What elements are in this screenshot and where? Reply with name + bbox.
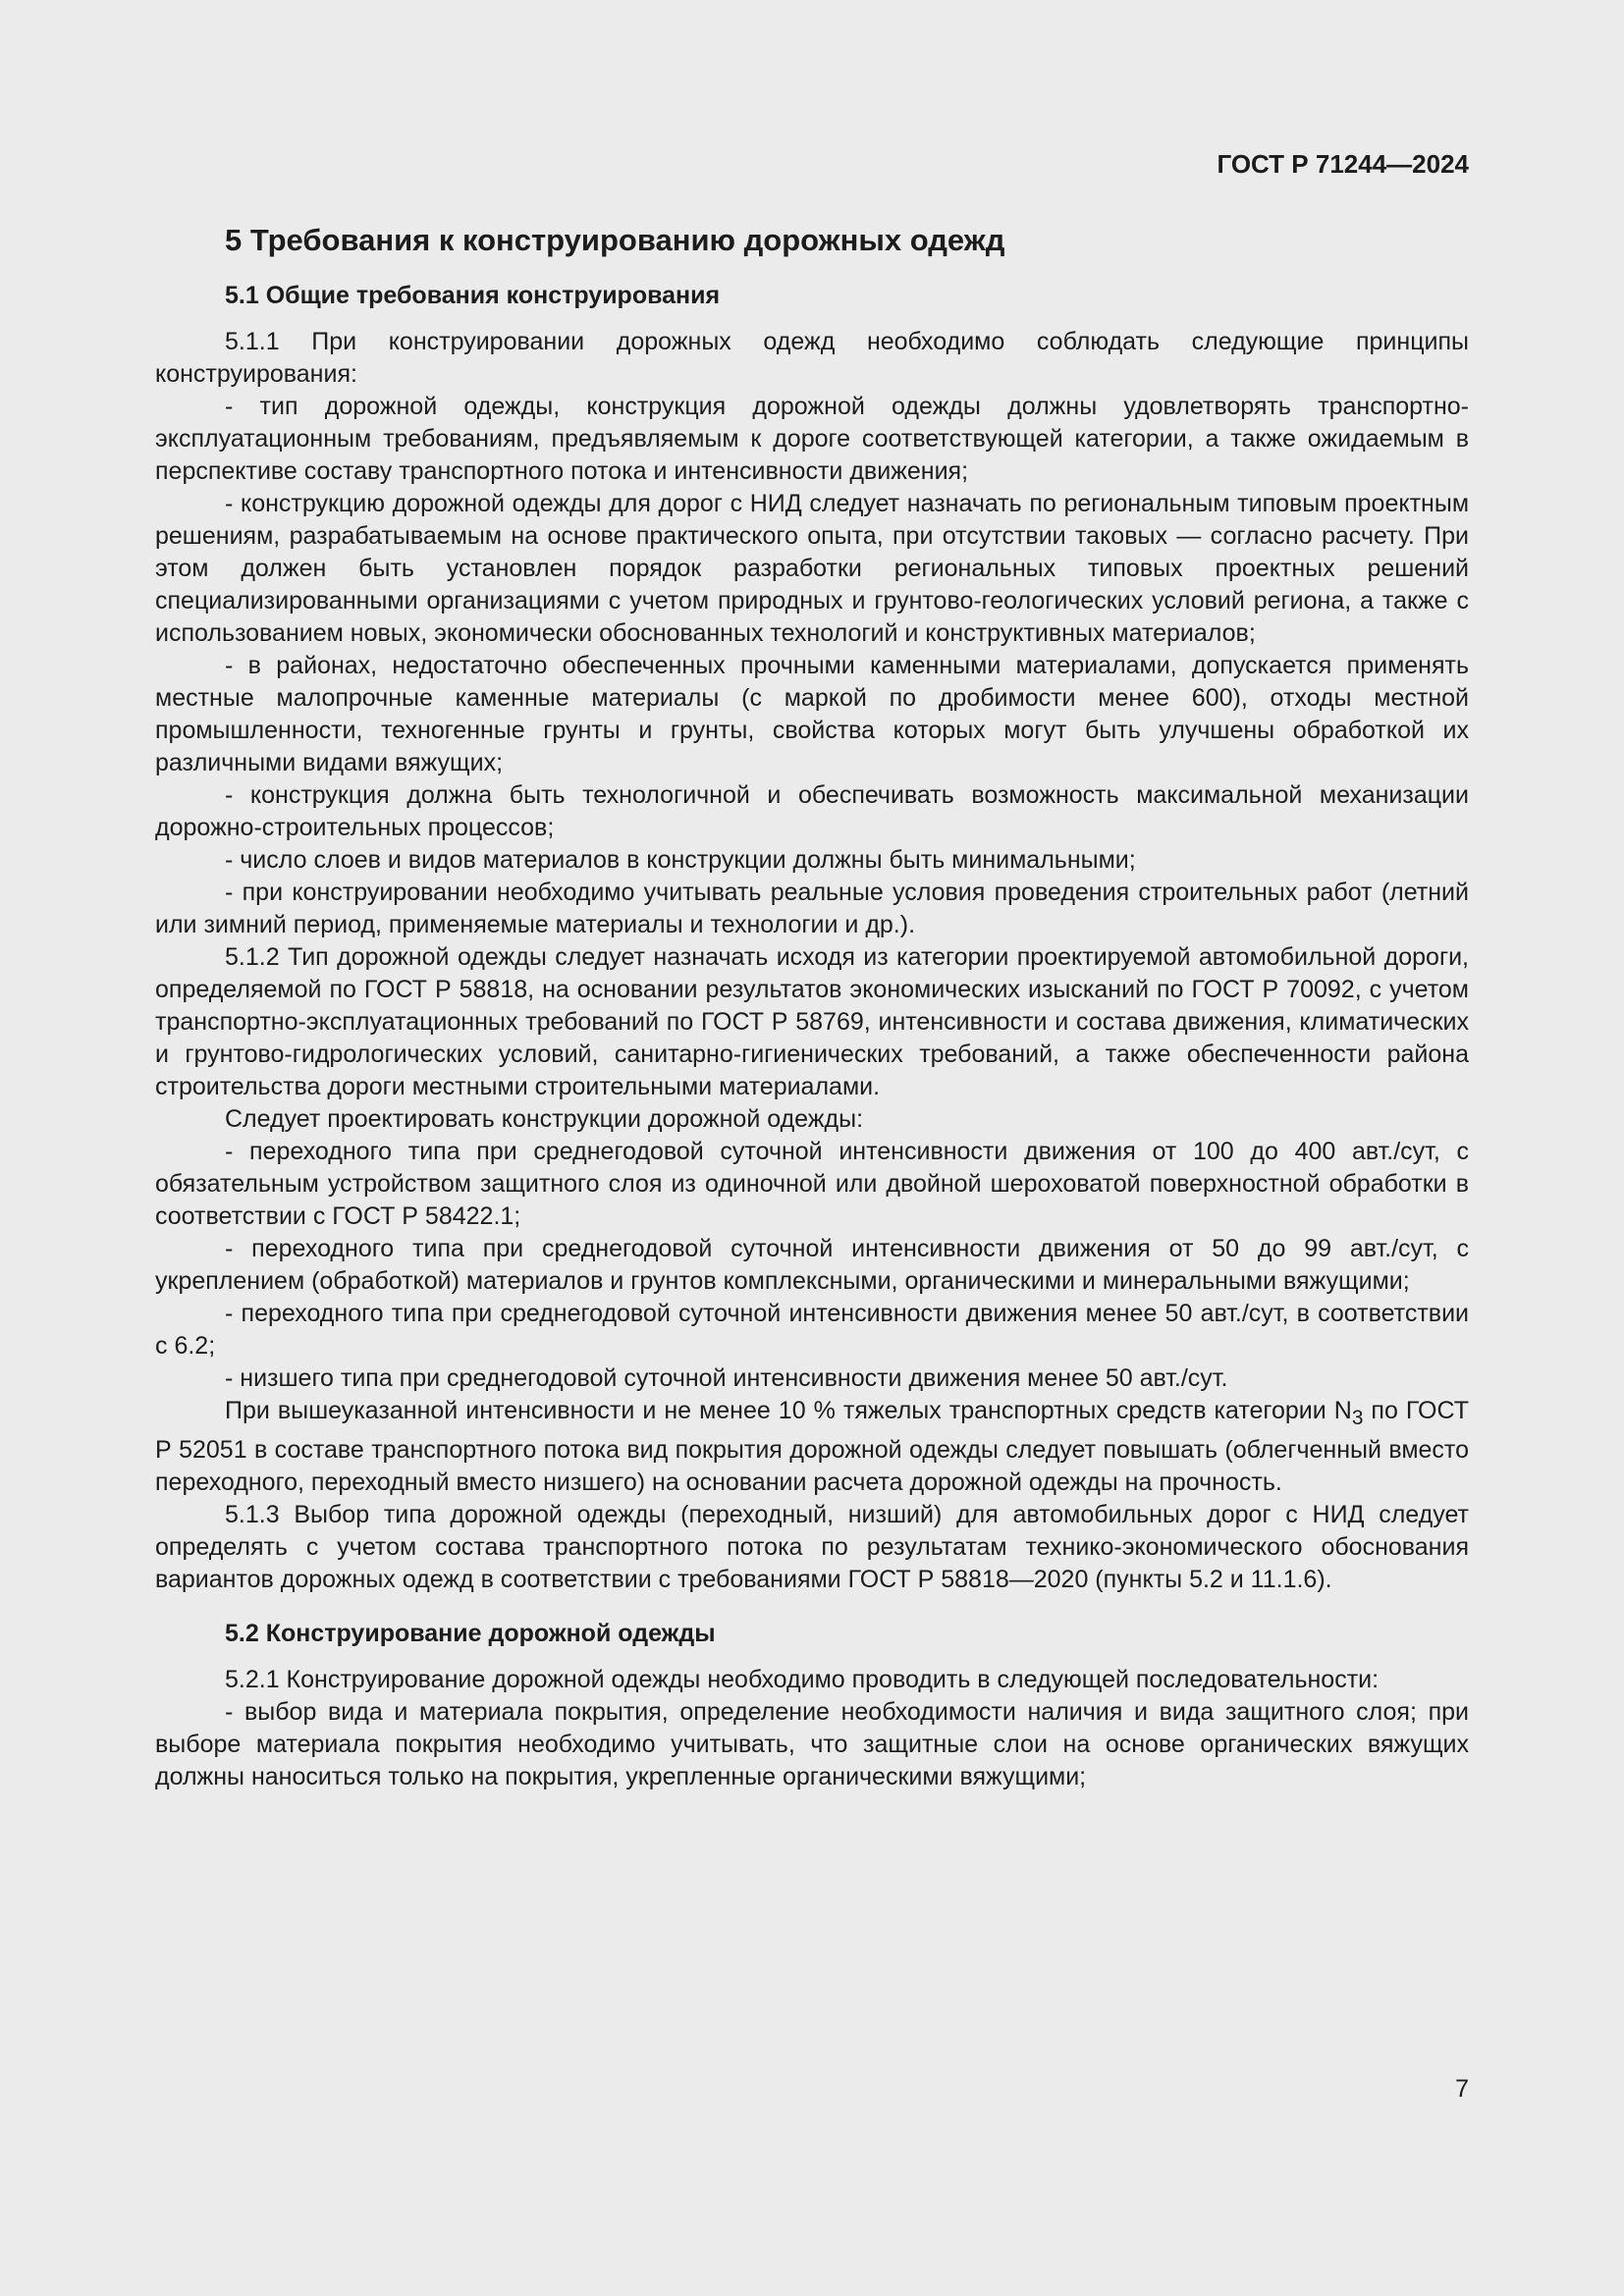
list-item: - при конструировании необходимо учитывать реальные условия проведения строительных работ (летний или зимний период, применяемые материалы и технологии и др.). [155, 879, 1469, 938]
list-item: - в районах, недостаточно обеспеченных прочными каменными материалами, допускается применять местные малопрочные каменные материалы (с маркой по дробимости менее 600), отходы местной промышленности, техногенные грунты и грунты, свойства которых могут быть улучшены обработкой их различными видами вяжущих; [155, 652, 1469, 776]
paragraph-5-1-2: 5.1.2 Тип дорожной одежды следует назначать исходя из категории проектируемой автомобильной дороги, определяемой по ГОСТ Р 58818, на основании результатов экономических изысканий по ГОСТ Р 70092, с учетом транспортно-эксплуатационных требований по ГОСТ Р 58769, интенсивности и состава движения, климатических и грунтово-гидрологических условий, санитарно-гигиенических требований, а также обеспеченности района строительства дороги местными строительными материалами. [155, 943, 1469, 1100]
list-item: - переходного типа при среднегодовой суточной интенсивности движения менее 50 авт./сут, в соответствии с 6.2; [155, 1300, 1469, 1360]
heavy-text-after: по ГОСТ Р 52051 в составе транспортного потока вид покрытия дорожной одежды следует повышать (облегченный вместо переходного, переходный вместо низшего) на основании расчета дорожной одежды на прочность. [155, 1397, 1469, 1496]
list-item: - низшего типа при среднегодовой суточной интенсивности движения менее 50 авт./сут. [225, 1364, 1228, 1392]
list-item: - число слоев и видов материалов в конструкции должны быть минимальными; [225, 846, 1136, 874]
list-item: - конструкция должна быть технологичной и обеспечивать возможность максимальной механизации дорожно-строительных процессов; [155, 781, 1469, 841]
category-subscript: 3 [1351, 1407, 1364, 1429]
subsection-title-5-1: 5.1 Общие требования конструирования [225, 282, 721, 309]
list-item: - конструкцию дорожной одежды для дорог с НИД следует назначать по региональным типовым проектным решениям, разрабатываемым на основе практического опыта, при отсутствии таковых — согласно расчету. При этом должен быть установлен порядок разработки региональных типовых проектных решений специализированными организациями с учетом природных и грунтово-геологических условий региона, а также с использованием новых, экономически обоснованных технологий и конструктивных материалов; [155, 490, 1469, 647]
list-item: - выбор вида и материала покрытия, определение необходимости наличия и вида защитного слоя; при выборе материала покрытия необходимо учитывать, что защитные слои на основе органических вяжущих должны наноситься только на покрытия, укрепленные органическими вяжущими; [155, 1698, 1469, 1790]
paragraph-5-1-3: 5.1.3 Выбор типа дорожной одежды (переходный, низший) для автомобильных дорог с НИД следует определять с учетом состава транспортного потока по результатам технико-экономического обоснования вариантов дорожных одежд в соответствии с требованиями ГОСТ Р 58818—2020 (пункты 5.2 и 11.1.6). [155, 1501, 1469, 1593]
list-item: - тип дорожной одежды, конструкция дорожной одежды должны удовлетворять транспортно-эксплуатационным требованиям, предъявляемым к дороге соответствующей категории, а также ожидаемым в перспективе составу транспортного потока и интенсивности движения; [155, 393, 1469, 485]
heavy-text-before: При вышеуказанной интенсивности и не менее 10 % тяжелых транспортных средств категории N [225, 1397, 1352, 1424]
section-title: 5 Требования к конструированию дорожных одежд [225, 223, 1005, 257]
paragraph-5-2-1: 5.2.1 Конструирование дорожной одежды необходимо проводить в следующей последовательности: [225, 1666, 1380, 1693]
list-item: - переходного типа при среднегодовой суточной интенсивности движения от 50 до 99 авт./сут, с укреплением (обработкой) материалов и грунтов комплексными, органическими и минеральными вяжущими; [155, 1235, 1469, 1295]
subsection-title-5-2: 5.2 Конструирование дорожной одежды [225, 1620, 716, 1647]
paragraph-design-types: Следует проектировать конструкции дорожной одежды: [225, 1105, 864, 1133]
page-number: 7 [1455, 2075, 1469, 2103]
document-code: ГОСТ Р 71244—2024 [1217, 149, 1469, 179]
paragraph-5-1-1: 5.1.1 При конструировании дорожных одежд необходимо соблюдать следующие принципы конструирования: [155, 328, 1469, 388]
paragraph-heavy-vehicles [155, 1395, 1469, 1499]
list-item: - переходного типа при среднегодовой суточной интенсивности движения от 100 до 400 авт./сут, с обязательным устройством защитного слоя из одиночной или двойной шероховатой поверхностной обработки в соответствии с ГОСТ Р 58422.1; [155, 1138, 1469, 1230]
page-content [155, 221, 1469, 1793]
